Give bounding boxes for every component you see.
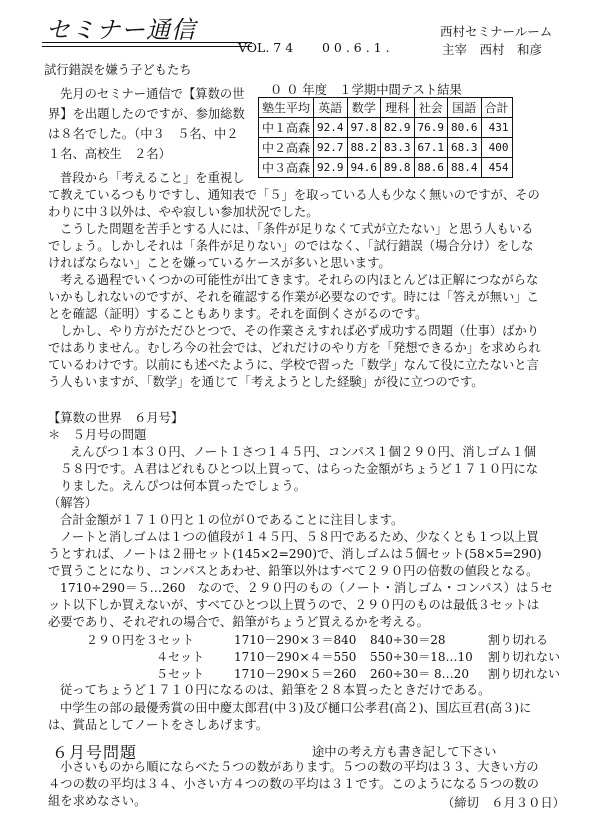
table-cell: 88.4 (448, 158, 482, 178)
calc-result: 割り切れる (488, 633, 549, 647)
problem-line: ５８円です。Ａ君はどれもひとつ以上買って、はらった金額がちょうど１７１０円にな (60, 462, 539, 476)
body-line: ているわけです。以前にも述べたように、学校で習った「数学」なんて役に立たないと言 (48, 358, 539, 372)
calc-label: ４セット (156, 650, 205, 664)
table-cell: 中３高森 (259, 158, 314, 178)
table-cell: 82.9 (381, 118, 415, 138)
intro-line: 先月のセミナー通信で【算数の世 (60, 87, 245, 101)
table-cell: 68.3 (448, 138, 482, 158)
table-cell: 431 (481, 118, 512, 138)
table-row (259, 118, 513, 138)
editor-name: 主宰 西村 和彦 (442, 42, 543, 57)
table-header-cell: 塾生平均 (259, 98, 314, 118)
table-cell: 80.6 (448, 118, 482, 138)
june-problem-note: 途中の考え方も書き記して下さい (312, 745, 497, 759)
answer-label: （解答） (48, 496, 98, 510)
answer-line: 合計金額が１７１０円と１の位が０であることに注目します。 (60, 513, 404, 527)
table-cell: 中２高森 (259, 138, 314, 158)
calc-result: 割り切れない (488, 667, 561, 681)
table-cell: 67.1 (414, 138, 448, 158)
results-caption: ０ ０ 年度 １学期中間テスト結果 (270, 83, 462, 97)
table-header-cell: 数学 (347, 98, 381, 118)
body-line: 考える過程でいくつかの可能性が出てきます。それらの内ほとんどは正解につながらな (60, 273, 539, 287)
problem-line: えんぴつ１本３０円、ノート１さつ１４５円、コンパス１個２９０円、消しゴム１個 (70, 445, 537, 459)
table-header-cell: 英語 (314, 98, 348, 118)
table-header-cell: 社会 (414, 98, 448, 118)
calc-label: ２９０円を３セット (86, 633, 195, 647)
calc-division: 260÷30＝ 8…20 (370, 667, 469, 681)
award-line: は、賞品としてノートをさしあげます。 (48, 718, 268, 732)
table-cell: 92.9 (314, 158, 348, 178)
june-problem-title: ６月号問題 (52, 743, 138, 762)
calc-expression: 1710－290×５＝260 (234, 667, 357, 681)
answer-line: ノートと消しゴムは１つの値段が１４５円、５８円であるため、少なくとも１つ以上買 (60, 530, 539, 544)
calc-expression: 1710－290×３＝840 (234, 633, 357, 647)
answer-line: うとすれば、ノートは２冊セット(145×2=290)で、消しゴムは５個セット(58×5=290) (48, 547, 542, 561)
calc-result: 割り切れない (488, 650, 561, 664)
masthead-rule (42, 42, 252, 43)
table-cell: 400 (481, 138, 512, 158)
body-line: て教えているつもりですし、通知表で「５」を取っている人も少なく無いのですが、その (48, 188, 540, 202)
table-header-cell: 理科 (381, 98, 415, 118)
body-line: でしょう。しかしそれは「条件が足りない」のではなく、「試行錯誤（場合分け）をしな (48, 239, 534, 253)
table-cell: 94.6 (347, 158, 381, 178)
table-header-cell: 合計 (481, 98, 512, 118)
organization-name: 西村セミナールーム (440, 24, 553, 39)
body-line: しかし、やり方がただひとつで、その作業さえすれば必ず成功する問題（仕事）ばかり (60, 324, 540, 338)
table-cell: 76.9 (414, 118, 448, 138)
table-cell: 454 (481, 158, 512, 178)
conclusion-line: 従ってちょうど１７１０円になるのは、鉛筆を２８本買ったときだけである。 (60, 683, 491, 697)
june-problem-line: 小さいものから順にならべた５つの数があります。５つの数の平均は３３、大きい方の (60, 760, 539, 774)
test-results-table (258, 97, 513, 178)
award-line: 中学生の部の最優秀賞の田中慶太郎君(中３)及び樋口公孝君(高２)、国広亘君(高３)に (60, 701, 532, 715)
table-header-cell: 国語 (448, 98, 482, 118)
table-row (259, 158, 513, 178)
body-line: こうした問題を苦手とする人には、「条件が足りなくて式が立たない」と思う人もいる (60, 222, 534, 236)
intro-line: １名、高校生 ２名） (48, 147, 171, 161)
body-line: ければならない」ことを嫌っているケースが多いと思います。 (48, 256, 391, 270)
body-line: わりに中３以外は、やや寂しい参加状況でした。 (48, 205, 319, 219)
newsletter-title: セミナー通信 (46, 16, 196, 44)
answer-line: で買うことになり、コンパスとあわせ、鉛筆以外はすべて２９０円の倍数の値段となる。 (48, 564, 539, 578)
masthead-rule-2 (42, 46, 252, 47)
calc-expression: 1710－290×４＝550 (234, 650, 357, 664)
body-line: とを確認（証明）することもあります。それを面倒くさがるのです。 (48, 307, 428, 321)
article-title: 試行錯誤を嫌う子どもたち (44, 63, 192, 77)
answer-line: ット以下しか買えないが、すべてひとつ以上買うので、２９０円のものは最低３セットは (48, 598, 540, 612)
deadline-text: （締切 ６月３０日） (442, 796, 565, 810)
table-cell: 中１高森 (259, 118, 314, 138)
intro-line: は８名でした。（中３ ５名、中２ (48, 127, 239, 141)
answer-line: 必要であり、それぞれの場合で、鉛筆がちょうど買えるかを考える。 (48, 615, 429, 629)
problem-line: りました。えんぴつは何本買ったでしょう。 (60, 479, 306, 493)
calc-label: ５セット (156, 667, 205, 681)
table-header-row (259, 98, 513, 118)
june-problem-line: ４つの数の平均は３４、小さい方４つの数の平均は３１です。このようになる５つの数の (48, 777, 539, 791)
table-cell: 88.6 (414, 158, 448, 178)
table-cell: 92.7 (314, 138, 348, 158)
volume-number: VOL. 7 4 (238, 40, 294, 55)
problem-title: ＊ ５月号の問題 (48, 428, 147, 442)
math-section-header: 【算数の世界 ６月号】 (48, 411, 184, 425)
body-line: ではありません。むしろ今の社会では、どれだけのやり方を「発想できるか」を求められ (48, 341, 541, 355)
body-line: いかもしれないのですが、それを確認する作業が必要なのです。時には「答えが無い」こ (48, 290, 539, 304)
table-cell: 88.2 (347, 138, 381, 158)
body-line: う人もいますが、「数学」を通じて「考えようとした経験」が役に立つのです。 (48, 375, 484, 389)
table-cell: 83.3 (381, 138, 415, 158)
calc-division: 840÷30＝28 (370, 633, 446, 647)
table-cell: 89.8 (381, 158, 415, 178)
body-line: 普段から「考えること」を重視し (60, 171, 245, 185)
june-problem-line: 組を求めなさい。 (48, 794, 147, 808)
table-row (259, 138, 513, 158)
intro-line: 界】を出題したのですが、参加総数 (48, 107, 245, 121)
table-cell: 92.4 (314, 118, 348, 138)
calc-division: 550÷30＝18…10 (370, 650, 473, 664)
issue-date: 0 0 . 6 . 1 . (322, 40, 390, 55)
answer-line: 1710÷290＝５…260 なので、２９０円のもの（ノート・消しゴム・コンパス）は５セ (60, 581, 553, 595)
table-cell: 97.8 (347, 118, 381, 138)
